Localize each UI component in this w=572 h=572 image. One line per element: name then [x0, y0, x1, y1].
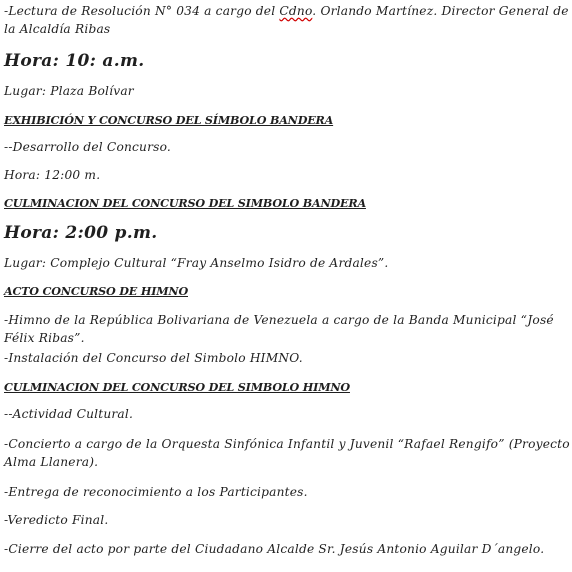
item-desarrollo: --Desarrollo del Concurso. — [4, 140, 171, 154]
item-veredicto-final: -Veredicto Final. — [4, 513, 109, 527]
item-actividad-cultural: --Actividad Cultural. — [4, 407, 134, 421]
item-instalacion-concurso: -Instalación del Concurso del Simbolo HIMNO. — [4, 351, 303, 365]
section-heading-exhibicion: EXHIBICIÓN Y CONCURSO DEL SÍMBOLO BANDERA — [4, 113, 334, 127]
section-heading-culminacion-himno: CULMINACION DEL CONCURSO DEL SIMBOLO HIMNO — [4, 380, 350, 394]
text-lectura-end: . Orlando Martínez. Director General de la Alcaldía Ribas — [4, 4, 569, 36]
time-heading-2pm: Hora: 2:00 p.m. — [4, 223, 158, 243]
item-concierto: -Concierto a cargo de la Orquesta Sinfónica Infantil y Juvenil “Rafael Rengifo” (Proyecto Alma Llanera). — [4, 437, 570, 469]
place-complejo-cultural: Lugar: Complejo Cultural “Fray Anselmo Isidro de Ardales”. — [4, 256, 389, 270]
item-cierre-acto: -Cierre del acto por parte del Ciudadano Alcalde Sr. Jesús Antonio Aguilar D´angelo. — [4, 542, 545, 556]
text-cdno-misspelled: Cdno — [279, 4, 313, 18]
time-heading-10am: Hora: 10: a.m. — [4, 51, 145, 71]
text-lectura-start: -Lectura de Resolución N° 034 a cargo del — [4, 4, 280, 18]
section-heading-acto-himno: ACTO CONCURSO DE HIMNO — [4, 284, 188, 298]
time-12m: Hora: 12:00 m. — [4, 168, 101, 182]
item-himno-venezuela: -Himno de la República Bolivariana de Venezuela a cargo de la Banda Municipal “José Félix Ribas”. — [4, 313, 554, 345]
place-plaza-bolivar: Lugar: Plaza Bolívar — [4, 84, 134, 98]
section-heading-culminacion-bandera: CULMINACION DEL CONCURSO DEL SIMBOLO BANDERA — [4, 196, 366, 210]
paragraph-lectura — [4, 2, 570, 38]
item-entrega-reconocimiento: -Entrega de reconocimiento a los Participantes. — [4, 485, 308, 499]
